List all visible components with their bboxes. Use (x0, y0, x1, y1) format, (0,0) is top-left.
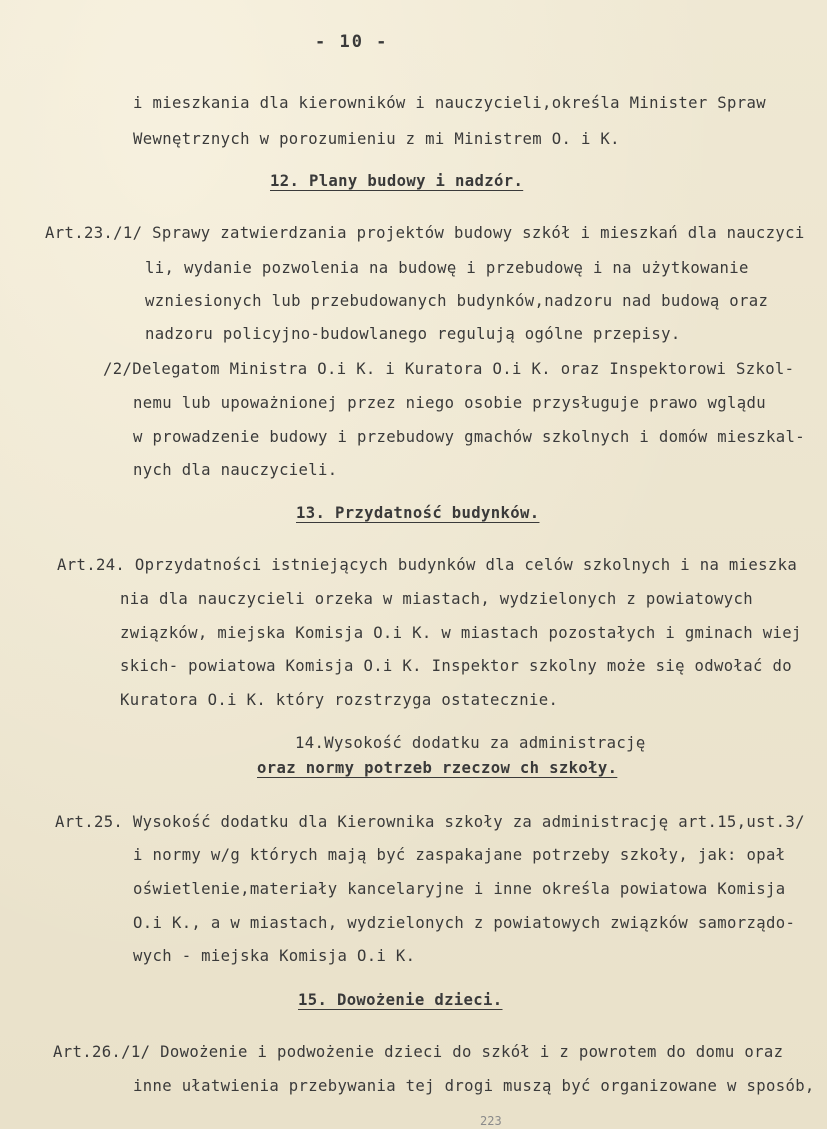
article-25-line: i normy w/g których mają być zaspakajane potrzeby szkoły, jak: opał (133, 846, 786, 864)
page-number: - 10 - (315, 32, 389, 52)
article-25-line: wych - miejska Komisja O.i K. (133, 947, 416, 965)
text-line: Wewnętrznych w porozumieniu z mi Ministrem O. i K. (133, 130, 620, 148)
article-23-line: li, wydanie pozwolenia na budowę i przebudowę i na użytkowanie (145, 259, 749, 277)
text-line: i mieszkania dla kierowników i nauczycieli,określa Minister Spraw (133, 94, 766, 112)
section-heading-14: 14.Wysokość dodatku za administrację (295, 734, 646, 752)
article-26-line: inne ułatwienia przebywania tej drogi muszą być organizowane w sposób, (133, 1077, 815, 1095)
article-23-line: wzniesionych lub przebudowanych budynków,nadzoru nad budową oraz (145, 292, 769, 310)
section-heading-13: 13. Przydatność budynków. (296, 504, 540, 522)
article-24-line: Kuratora O.i K. który rozstrzyga ostatecznie. (120, 691, 559, 709)
article-25-line: Art.25. Wysokość dodatku dla Kierownika szkoły za administrację art.15,ust.3/ (55, 813, 805, 831)
footer-mark: 223 (480, 1114, 502, 1128)
article-23-line: nemu lub upoważnionej przez niego osobie przysługuje prawo wglądu (133, 394, 766, 412)
article-23-line: /2/Delegatom Ministra O.i K. i Kuratora O.i K. oraz Inspektorowi Szkol- (103, 360, 795, 378)
article-24-line: Art.24. Oprzydatności istniejących budynków dla celów szkolnych i na mieszka (57, 556, 798, 574)
section-heading-14-continued: oraz normy potrzeb rzeczow ch szkoły. (257, 759, 618, 777)
section-heading-12: 12. Plany budowy i nadzór. (270, 172, 524, 190)
article-24-line: związków, miejska Komisja O.i K. w miastach pozostałych i gminach wiej (120, 624, 802, 642)
section-heading-15: 15. Dowożenie dzieci. (298, 991, 503, 1009)
article-23-line: w prowadzenie budowy i przebudowy gmachów szkolnych i domów mieszkal- (133, 428, 805, 446)
article-26-line: Art.26./1/ Dowożenie i podwożenie dzieci do szkół i z powrotem do domu oraz (53, 1043, 784, 1061)
article-23-line: nych dla nauczycieli. (133, 461, 338, 479)
article-23-line: Art.23./1/ Sprawy zatwierdzania projektów budowy szkół i mieszkań dla nauczyci (45, 224, 805, 242)
article-25-line: oświetlenie,materiały kancelaryjne i inne określa powiatowa Komisja (133, 880, 786, 898)
article-25-line: O.i K., a w miastach, wydzielonych z powiatowych związków samorządo- (133, 914, 796, 932)
article-24-line: skich- powiatowa Komisja O.i K. Inspektor szkolny może się odwołać do (120, 657, 792, 675)
article-24-line: nia dla nauczycieli orzeka w miastach, wydzielonych z powiatowych (120, 590, 753, 608)
article-23-line: nadzoru policyjno-budowlanego regulują ogólne przepisy. (145, 325, 681, 343)
